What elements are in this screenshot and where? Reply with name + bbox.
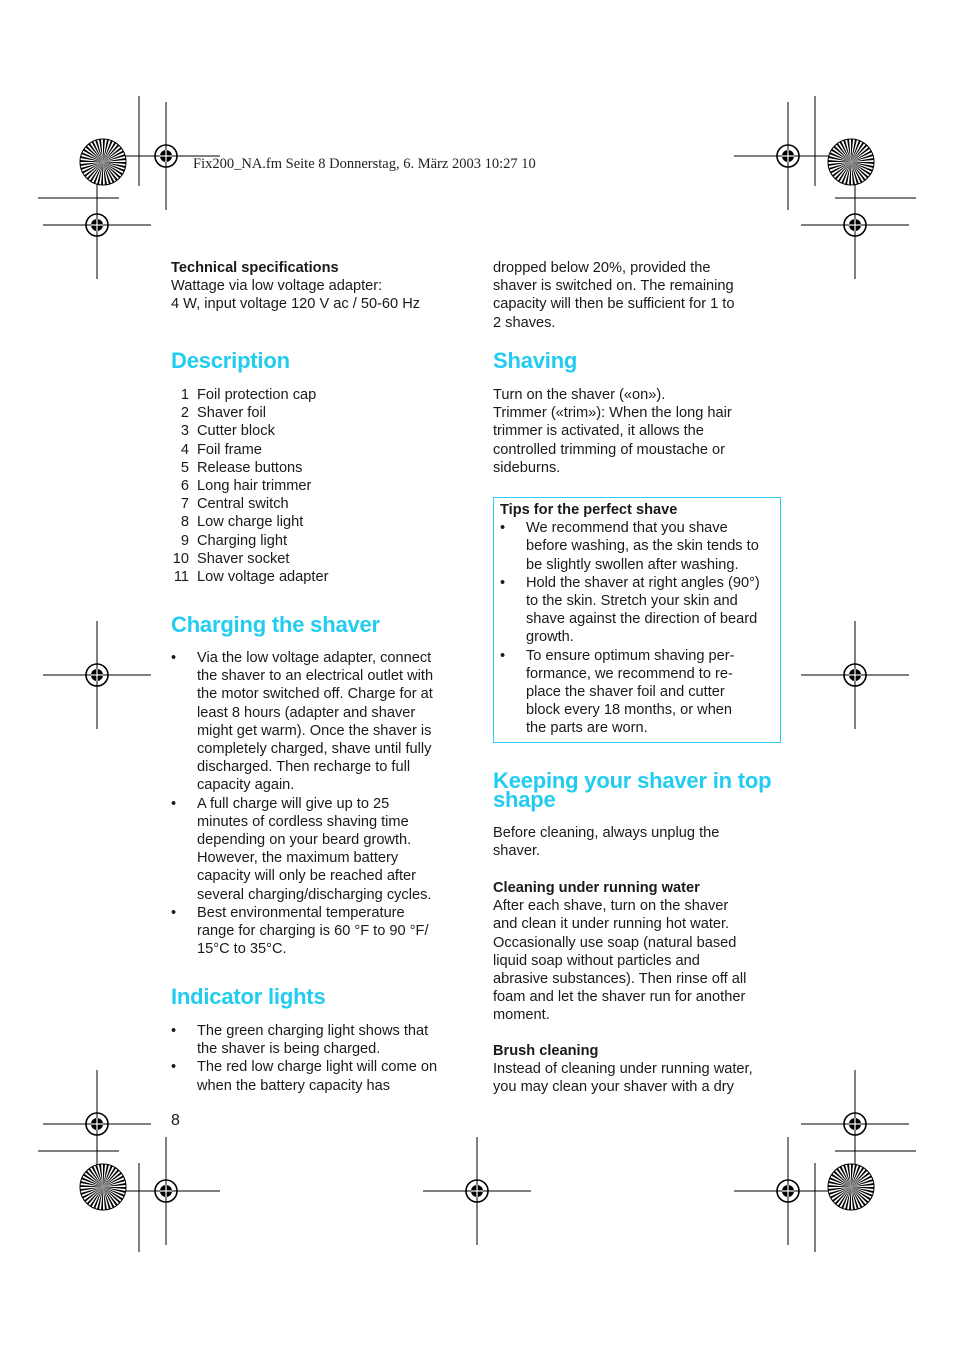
registration-mark-icon — [801, 1070, 909, 1178]
text-line: Occasionally use soap (natural based — [493, 934, 737, 951]
bullet-icon: • — [171, 1023, 177, 1039]
keeping-heading-line: Keeping your shaver in top — [493, 768, 772, 793]
list-item-line: block every 18 months, or when — [526, 702, 733, 719]
item-label: Charging light — [197, 532, 288, 549]
list-item-line: completely charged, shave until fully — [197, 741, 432, 758]
text-line: 2 shaves. — [493, 314, 556, 331]
list-item-line: to the skin. Stretch your skin and — [526, 593, 738, 610]
tips-heading: Tips for the perfect shave — [500, 502, 678, 518]
bullet-icon: • — [500, 647, 506, 664]
item-label: Cutter block — [197, 423, 275, 440]
list-item — [500, 647, 774, 738]
list-item-line: 15°C to 35°C. — [197, 941, 287, 958]
item-number: 8 — [180, 514, 189, 531]
bullet-icon: • — [500, 520, 506, 537]
registration-mark-icon — [43, 621, 151, 729]
item-number: 5 — [180, 459, 189, 476]
indicator-list — [171, 1022, 471, 1095]
item-label: Shaver foil — [197, 405, 266, 422]
bullet-icon: • — [171, 1059, 177, 1076]
cleaning-heading: Cleaning under running water — [493, 880, 700, 896]
registration-mark-icon — [112, 1137, 220, 1245]
registration-mark-icon — [43, 171, 151, 279]
tech-line: 4 W, input voltage 120 V ac / 50-60 Hz — [171, 296, 421, 313]
technical-specifications — [171, 259, 466, 314]
list-item-line: capacity again. — [197, 777, 295, 794]
registration-mark-icon — [43, 1070, 151, 1178]
list-item-line: We recommend that you shave — [526, 520, 728, 537]
text-line: controlled trimming of moustache or — [493, 441, 725, 458]
list-item-line: Hold the shaver at right angles (90°) — [526, 574, 760, 591]
text-line: Before cleaning, always unplug the — [493, 825, 720, 841]
list-item-line: least 8 hours (adapter and shaver — [197, 704, 416, 721]
tips-box — [493, 497, 781, 743]
text-line: you may clean your shaver with a dry — [493, 1079, 734, 1096]
list-item — [171, 568, 328, 586]
keeping-intro — [493, 824, 788, 860]
list-item-line: range for charging is 60 °F to 90 °F/ — [197, 923, 429, 940]
registration-mark-icon — [801, 621, 909, 729]
item-label: Central switch — [197, 496, 289, 513]
item-number: 2 — [180, 405, 189, 422]
item-number: 4 — [180, 441, 189, 458]
text-line: foam and let the shaver run for another — [493, 989, 746, 1006]
item-number: 6 — [180, 478, 189, 495]
list-item — [171, 422, 328, 440]
list-item-line: several charging/discharging cycles. — [197, 886, 432, 903]
indicator-heading: Indicator lights — [171, 984, 326, 1009]
list-item-line: the motor switched off. Charge for at — [197, 686, 433, 703]
tech-heading: Technical specifications — [171, 260, 339, 276]
text-line: Instead of cleaning under running water, — [493, 1061, 753, 1078]
registration-mark-icon — [801, 171, 909, 279]
color-star-target-icon — [80, 1164, 126, 1210]
list-item-line: Via the low voltage adapter, connect — [197, 650, 432, 666]
list-item-line: the shaver is being charged. — [197, 1041, 381, 1058]
item-number: 11 — [173, 569, 189, 586]
tips-list — [500, 519, 774, 737]
continued-text — [493, 259, 788, 332]
list-item-line: the shaver to an electrical outlet with — [197, 668, 434, 685]
list-item — [171, 1058, 471, 1094]
charging-heading: Charging the shaver — [171, 612, 380, 637]
text-line: and clean it under running hot water. — [493, 916, 730, 933]
text-line: Trimmer («trim»): When the long hair — [493, 405, 732, 422]
page-number: 8 — [171, 1112, 180, 1129]
text-line: shaver is switched on. The remaining — [493, 278, 734, 295]
list-item-line: shave against the direction of beard — [526, 611, 758, 628]
bullet-icon: • — [171, 904, 177, 921]
list-item — [500, 519, 774, 574]
text-line: shaver. — [493, 843, 541, 860]
list-item-line: before washing, as the skin tends to — [526, 538, 759, 555]
text-line: liquid soap without particles and — [493, 952, 700, 969]
list-item — [171, 532, 328, 550]
list-item — [171, 795, 471, 904]
description-heading: Description — [171, 348, 290, 373]
list-item-line: discharged. Then recharge to full — [197, 759, 411, 776]
list-item — [171, 404, 328, 422]
list-item-line: capacity will only be reached after — [197, 868, 417, 885]
shaving-text — [493, 386, 788, 477]
registration-mark-icon — [734, 1137, 842, 1245]
list-item-line: place the shaver foil and cutter — [526, 684, 725, 701]
list-item-line: depending on your beard growth. — [197, 832, 412, 849]
text-line: After each shave, turn on the shaver — [493, 898, 729, 915]
text-line: dropped below 20%, provided the — [493, 260, 711, 276]
list-item-line: the parts are worn. — [526, 720, 648, 737]
color-star-target-icon — [828, 139, 874, 185]
text-line: capacity will then be sufficient for 1 to — [493, 296, 735, 313]
item-label: Foil protection cap — [197, 387, 317, 403]
charging-list — [171, 649, 471, 958]
list-item — [171, 550, 328, 568]
item-label: Shaver socket — [197, 550, 290, 567]
list-item-line: when the battery capacity has — [197, 1077, 391, 1094]
text-line: sideburns. — [493, 459, 561, 476]
item-label: Long hair trimmer — [197, 478, 312, 495]
list-item — [171, 513, 328, 531]
list-item — [171, 904, 471, 959]
file-slug: Fix200_NA.fm Seite 8 Donnerstag, 6. März 2003 10:27 10 — [193, 156, 536, 172]
text-line: abrasive substances). Then rinse off all — [493, 971, 747, 988]
brush-heading: Brush cleaning — [493, 1043, 599, 1059]
list-item-line: Best environmental temperature — [197, 904, 405, 921]
list-item — [500, 574, 774, 647]
item-number: 1 — [180, 387, 189, 403]
item-number: 9 — [180, 532, 189, 549]
registration-mark-icon — [423, 1137, 531, 1245]
list-item — [171, 1022, 471, 1058]
list-item-line: be slightly swollen after washing. — [526, 556, 739, 573]
list-item-line: formance, we recommend to re- — [526, 665, 733, 682]
keeping-heading-line: shape — [493, 787, 556, 812]
list-item — [171, 459, 328, 477]
list-item — [171, 495, 328, 513]
item-number: 3 — [180, 423, 189, 440]
list-item-line: A full charge will give up to 25 — [197, 795, 390, 812]
color-star-target-icon — [80, 139, 126, 185]
item-label: Low voltage adapter — [197, 569, 329, 586]
item-number: 7 — [180, 496, 189, 513]
list-item — [171, 441, 328, 459]
bullet-icon: • — [171, 795, 177, 812]
shaving-heading: Shaving — [493, 348, 578, 373]
text-line: moment. — [493, 1007, 550, 1024]
list-item-line: The green charging light shows that — [197, 1023, 429, 1039]
cleaning-section — [493, 879, 788, 1025]
text-line: trimmer is activated, it allows the — [493, 423, 704, 440]
list-item-line: minutes of cordless shaving time — [197, 813, 409, 830]
list-item — [171, 649, 471, 795]
color-star-target-icon — [828, 1164, 874, 1210]
brush-section — [493, 1042, 788, 1097]
list-item-line: To ensure optimum shaving per- — [526, 647, 735, 664]
list-item — [171, 477, 328, 495]
item-label: Low charge light — [197, 514, 304, 531]
keeping-heading — [493, 768, 772, 812]
list-item — [171, 386, 328, 404]
tech-line: Wattage via low voltage adapter: — [171, 278, 383, 295]
item-label: Release buttons — [197, 459, 303, 476]
list-item-line: However, the maximum battery — [197, 850, 399, 867]
registration-mark-icon — [734, 102, 842, 210]
item-label: Foil frame — [197, 441, 262, 458]
item-number: 10 — [172, 550, 189, 567]
list-item-line: growth. — [526, 629, 574, 646]
text-line: Turn on the shaver («on»). — [493, 387, 666, 403]
description-list — [171, 386, 328, 586]
bullet-icon: • — [500, 574, 506, 591]
list-item-line: might get warm). Once the shaver is — [197, 722, 432, 739]
bullet-icon: • — [171, 650, 177, 666]
list-item-line: The red low charge light will come on — [197, 1059, 438, 1076]
